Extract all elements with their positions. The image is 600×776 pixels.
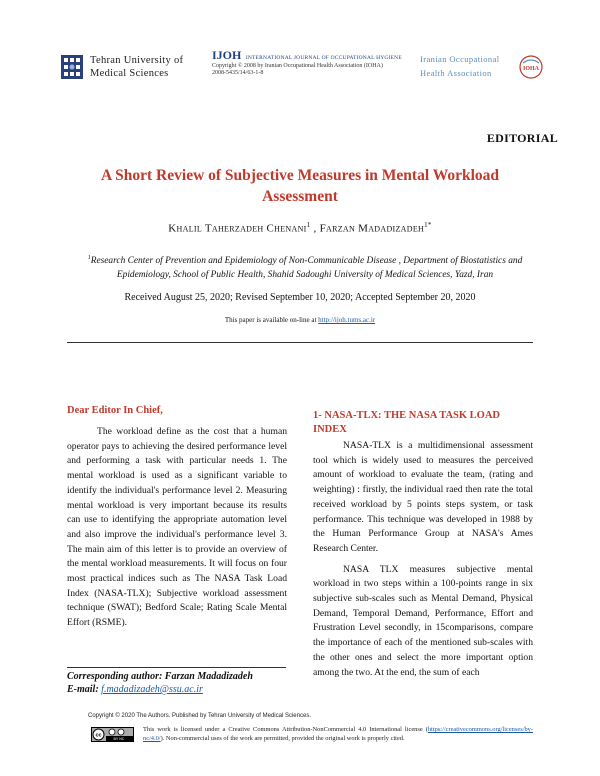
email-link[interactable]: f.madadizadeh@ssu.ac.ir (101, 684, 203, 695)
license-notice (143, 725, 533, 743)
journal-copyright: Copyright © 2008 by Iranian Occupational Health Association (IOHA) (212, 62, 383, 69)
svg-text:cc: cc (95, 732, 102, 739)
cc-badge-text: BY NC (113, 737, 125, 742)
section-heading: 1- NASA-TLX: THE NASA TASK LOAD INDEX (313, 410, 500, 435)
copyright-notice: Copyright © 2020 The Authors. Published by Tehran University of Medical Sciences. (88, 713, 311, 719)
creative-commons-badge[interactable] (91, 727, 134, 742)
correspondence-divider (67, 667, 286, 668)
association-name-line1: Iranian Occupational (420, 54, 500, 64)
journal-full-name: INTERNATIONAL JOURNAL OF OCCUPATIONAL HYGIENE (245, 55, 402, 61)
university-name-line2: Medical Sciences (90, 68, 169, 79)
email-label: E-mail: (67, 684, 102, 695)
license-url-link[interactable]: https://creativecommons.org/licenses/by-nc/4.0/ (143, 726, 533, 742)
left-column (67, 404, 287, 631)
association-name-line2: Health Association (420, 68, 492, 78)
journal-info (212, 48, 402, 78)
corresponding-author: Corresponding author: Farzan Madadizadeh (67, 671, 253, 682)
article-title: A Short Review of Subjective Measures in Mental Workload Assessment (100, 167, 500, 205)
online-availability (60, 316, 540, 324)
body-paragraph: NASA TLX measures subjective mental workload in two steps within a 100-points range in six subjective sub-scales such as Mental Demand, Physical Demand, Temporal Demand, Performance, Effort and Frustration Level secondly, in 15comparisons, compare the importance of each of the mentioned sub-scales with the other ones and select the more important option among the two. At the end, the sum of each (313, 563, 533, 678)
journal-issn: 2008-5435/14/63-1-8 (212, 70, 264, 76)
ioha-logo (517, 54, 545, 80)
salutation: Dear Editor In Chief, (67, 405, 163, 416)
submission-dates: Received August 25, 2020; Revised September 10, 2020; Accepted September 20, 2020 (124, 292, 476, 303)
body-paragraph: The workload define as the cost that a human operator pays to achieving the desired performance level and performing a task with particular needs 1. The mental workload is used as a significant variable to identify the individual's performance level 2. Measuring mental workload is very important because its results can use to identifying the appropriate automation level and also improve the individual's performance level 3. The main aim of this letter is to provide an overview of the mental workload measurements. It will focus on four most practical indices such as The NASA Task Load Index (NASA-TLX); Subjective workload assessment technique (SWAT); Bedford Scale; Rating Scale Mental Effort (RSME). (67, 426, 287, 629)
university-name-line1: Tehran University of (90, 55, 184, 66)
affiliation-text: Research Center of Prevention and Epidemiology of Non-Communicable Disease , Department of Biostatistics and Epidemiology, School of Public Health, Shahid Sadoughi University of Medical Sciences, Yazd, Iran (90, 256, 523, 281)
online-prefix: This paper is available on-line at (224, 316, 319, 324)
right-column (313, 409, 533, 680)
body-paragraph: NASA-TLX is a multidimensional assessment tool which is widely used to measures the perceived amount of workload to evaluate the team, (rating and weighting) : firstly, the individual raed then rate the total received workload by 5 points steps system, or task performance. This technique was developed in 1988 by the Human Performance Group at NASA's Ames Research Center. (313, 440, 533, 554)
association-name (420, 52, 530, 80)
author-separator: , (310, 222, 320, 235)
journal-url-link[interactable]: http://ijoh.tums.ac.ir (318, 316, 376, 324)
author-name: Farzan Madadizadeh (319, 222, 425, 235)
affiliation-marker: 1 (87, 255, 91, 261)
header-divider (67, 342, 533, 343)
author-list (60, 221, 540, 235)
tums-logo (60, 54, 84, 80)
license-prefix: This work is licensed under a Creative Commons Attribution-NonCommercial 4.0 International license ( (143, 726, 428, 733)
journal-abbreviation: IJOH (212, 48, 242, 62)
university-name (90, 54, 183, 80)
author-affiliation-marker: 1* (424, 221, 432, 229)
author-name: Khalil Taherzadeh Chenani (168, 222, 307, 235)
license-suffix: ). Non-commercial uses of the work are permitted, provided the original work is properly cited. (160, 735, 405, 742)
author-affiliation-marker: 1 (306, 221, 311, 229)
section-label: EDITORIAL (486, 131, 558, 145)
affiliation (70, 251, 540, 282)
ioha-logo-text: IOHA (522, 66, 540, 72)
correspondence (67, 670, 297, 696)
